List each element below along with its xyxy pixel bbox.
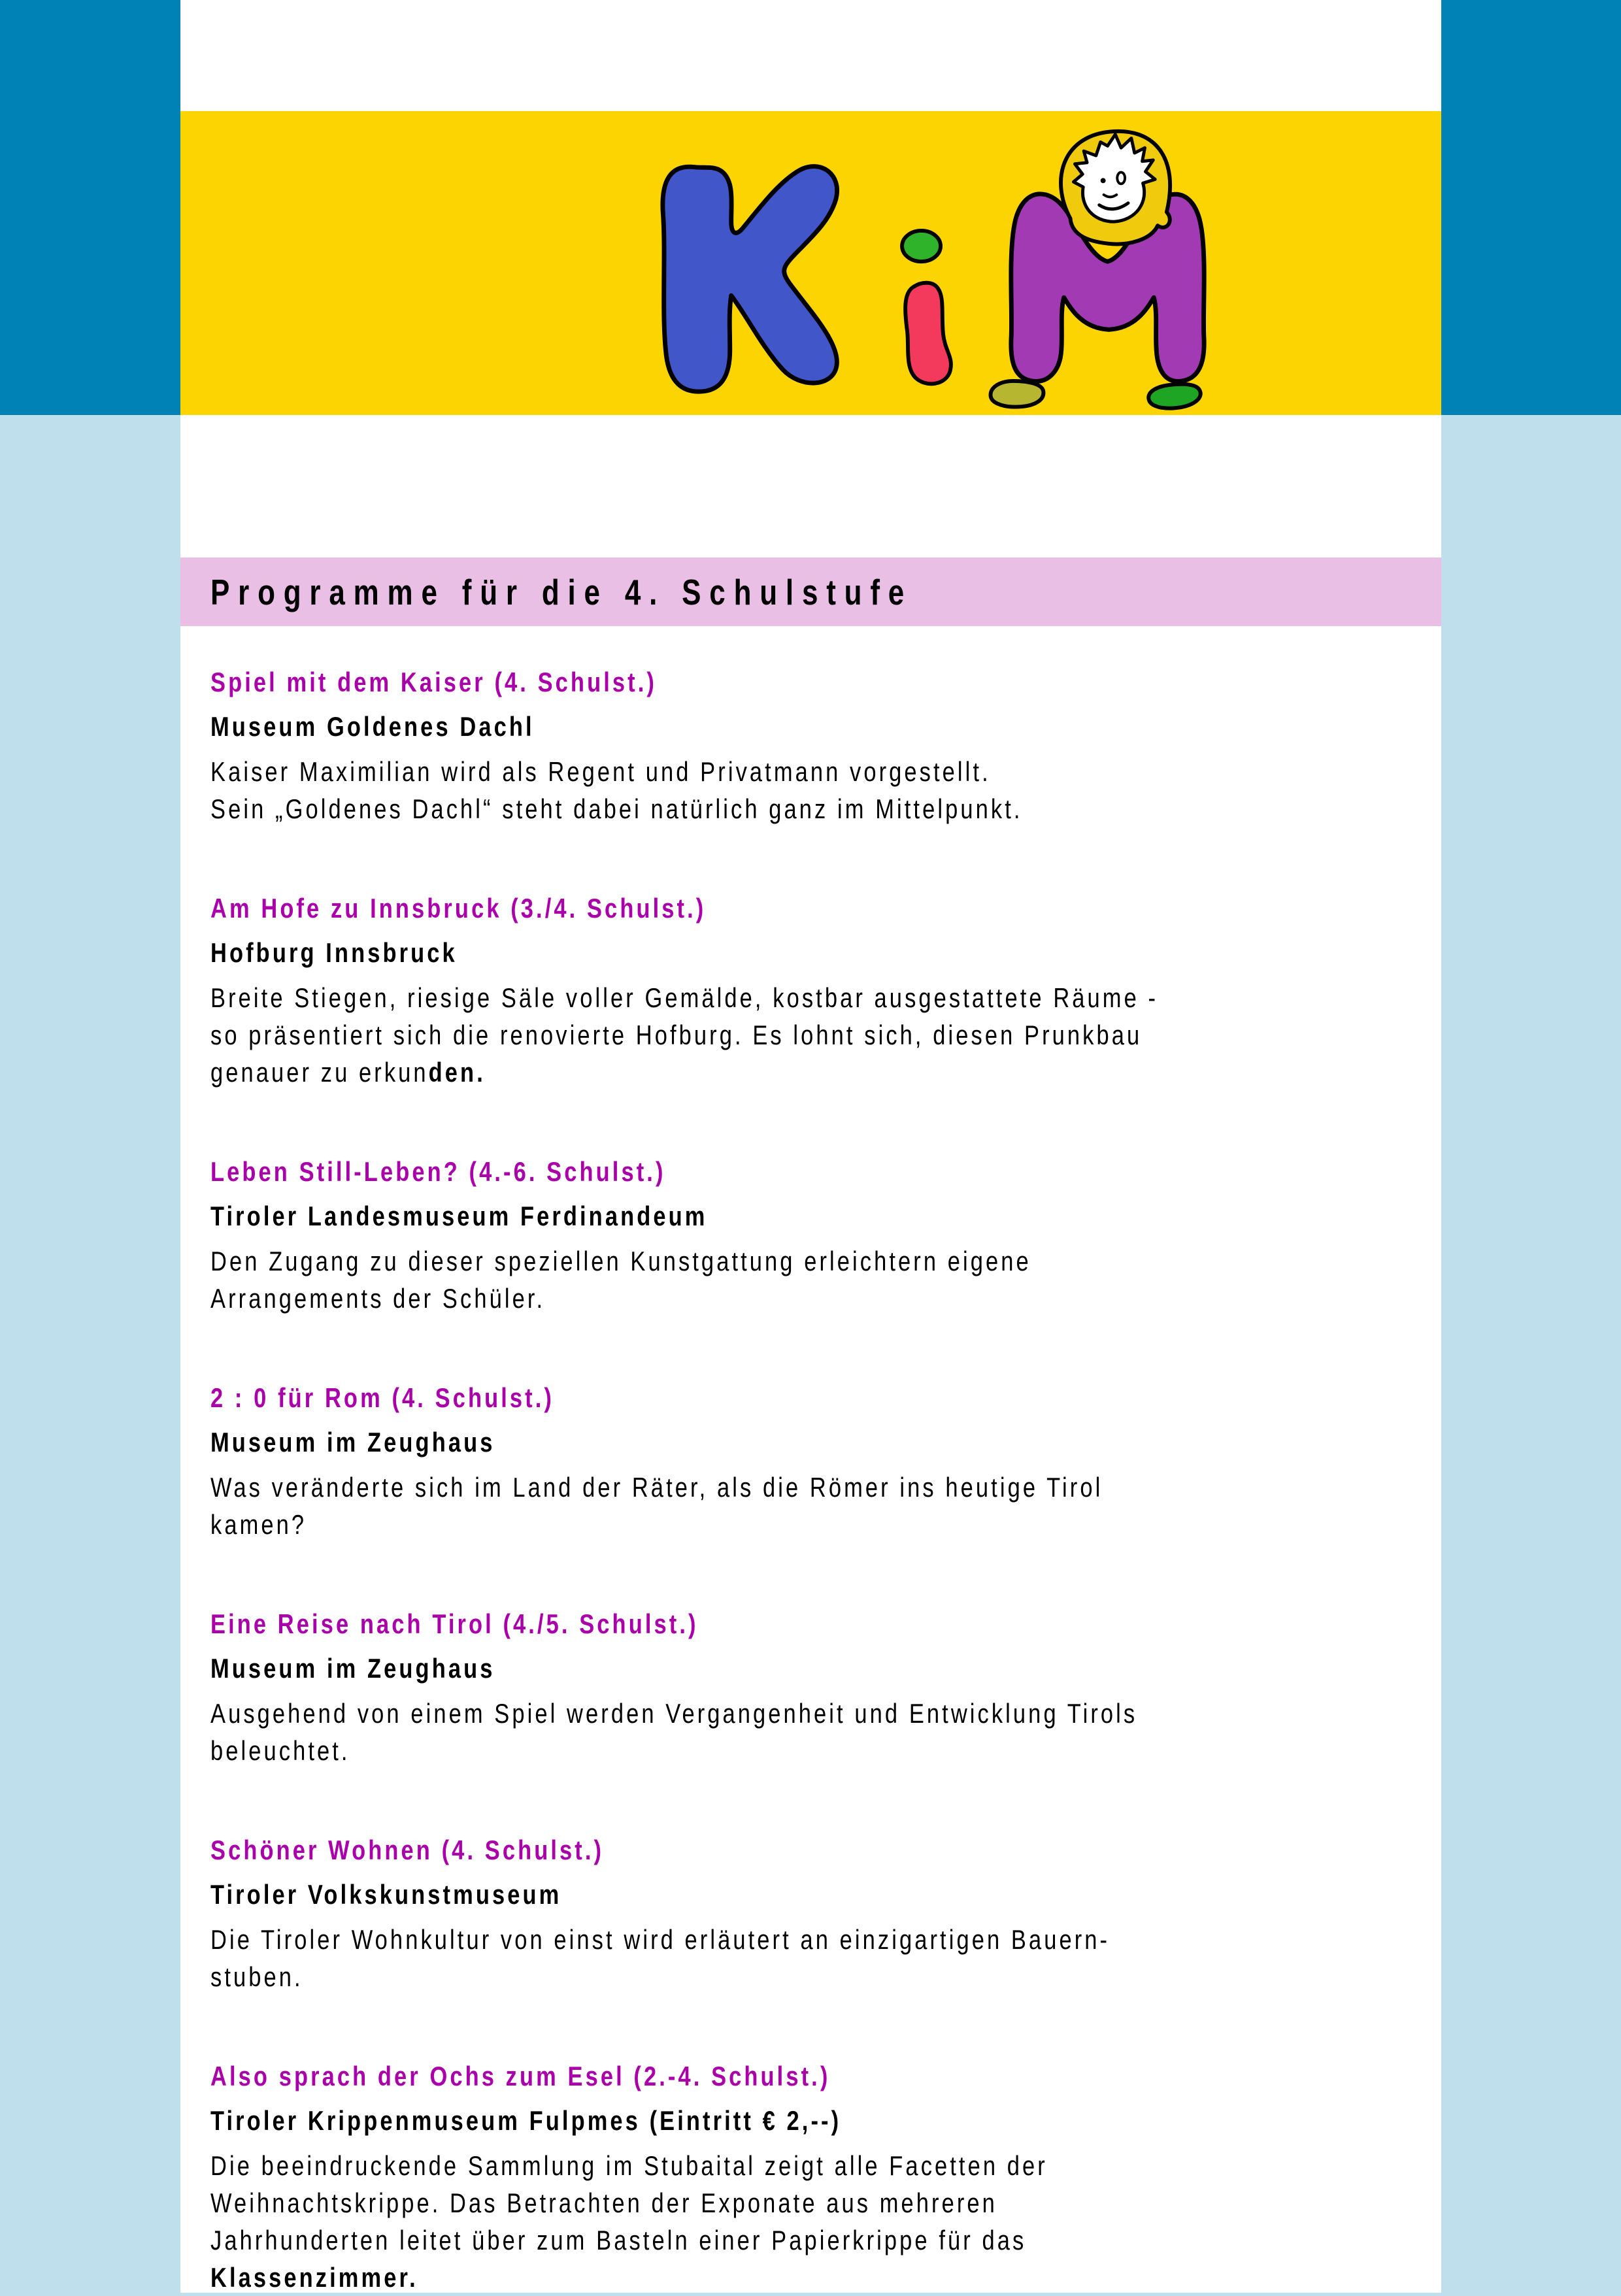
program-section bbox=[210, 1152, 1415, 1317]
body-line: Ausgehend von einem Spiel werden Vergangenheit und Entwicklung Tirols bbox=[210, 1698, 1138, 1729]
program-section bbox=[210, 2057, 1415, 2296]
body-line: Was veränderte sich im Land der Räter, als die Römer ins heutige Tirol bbox=[210, 1472, 1103, 1503]
program-section bbox=[210, 889, 1415, 1091]
section-heading: Spiel mit dem Kaiser (4. Schulst.) bbox=[210, 667, 657, 697]
program-section bbox=[210, 1831, 1415, 1995]
section-heading: Eine Reise nach Tirol (4./5. Schulst.) bbox=[210, 1608, 699, 1639]
section-heading: Am Hofe zu Innsbruck (3./4. Schulst.) bbox=[210, 893, 707, 923]
logo-right-shoe bbox=[1148, 384, 1201, 408]
title-bar bbox=[180, 557, 1441, 626]
header-left-blue-band bbox=[0, 0, 180, 415]
section-subtitle: Museum Goldenes Dachl bbox=[210, 711, 535, 742]
body-line: stuben. bbox=[210, 1961, 303, 1992]
section-heading: 2 : 0 für Rom (4. Schulst.) bbox=[210, 1382, 554, 1413]
program-list bbox=[180, 626, 1441, 2296]
program-section bbox=[210, 663, 1415, 827]
body-line: kamen? bbox=[210, 1509, 307, 1540]
section-subtitle: Museum im Zeughaus bbox=[210, 1427, 495, 1457]
logo-left-shoe bbox=[991, 381, 1044, 407]
section-heading: Also sprach der Ochs zum Esel (2.-4. Schulst.) bbox=[210, 2061, 831, 2091]
body-line: Kaiser Maximilian wird als Regent und Privatmann vorgestellt. bbox=[210, 756, 991, 787]
body-line: Die beeindruckende Sammlung im Stubaital zeigt alle Facetten der bbox=[210, 2150, 1048, 2181]
content-column bbox=[180, 415, 1441, 2293]
section-subtitle: Tiroler Krippenmuseum Fulpmes (Eintritt € 2,--) bbox=[210, 2105, 842, 2136]
program-section bbox=[210, 1378, 1415, 1543]
body-line: Breite Stiegen, riesige Säle voller Gemälde, kostbar ausgestattete Räume - bbox=[210, 982, 1159, 1013]
body-line: Sein „Goldenes Dachl“ steht dabei natürlich ganz im Mittelpunkt. bbox=[210, 793, 1023, 824]
body-line: beleuchtet. bbox=[210, 1735, 350, 1766]
body-line: Klassenzimmer. bbox=[210, 2262, 418, 2293]
logo-letter-i bbox=[905, 283, 951, 384]
kim-logo bbox=[609, 119, 1275, 414]
body-line: Jahrhunderten leitet über zum Basteln einer Papierkrippe für das bbox=[210, 2225, 1027, 2255]
section-heading: Schöner Wohnen (4. Schulst.) bbox=[210, 1835, 605, 1865]
yellow-banner bbox=[180, 111, 1441, 415]
body-line: Die Tiroler Wohnkultur von einst wird erläutert an einzigartigen Bauern- bbox=[210, 1924, 1111, 1955]
logo-figure-head bbox=[1061, 131, 1170, 244]
body-line: Arrangements der Schüler. bbox=[210, 1283, 546, 1314]
header-right-blue-band bbox=[1441, 0, 1621, 415]
program-section bbox=[210, 1605, 1415, 1769]
figure-eye-left bbox=[1101, 178, 1106, 183]
logo-letter-k bbox=[663, 167, 837, 392]
section-subtitle: Hofburg Innsbruck bbox=[210, 937, 458, 968]
section-subtitle: Tiroler Volkskunstmuseum bbox=[210, 1879, 562, 1910]
body-line: Den Zugang zu dieser speziellen Kunstgattung erleichtern eigene bbox=[210, 1246, 1031, 1276]
logo-i-dot bbox=[902, 231, 941, 261]
section-subtitle: Tiroler Landesmuseum Ferdinandeum bbox=[210, 1201, 708, 1231]
section-heading: Leben Still-Leben? (4.-6. Schulst.) bbox=[210, 1156, 666, 1187]
page-title: Programme für die 4. Schulstufe bbox=[210, 571, 913, 612]
header bbox=[180, 0, 1441, 415]
body-line: so präsentiert sich die renovierte Hofburg. Es lohnt sich, diesen Prunkbau bbox=[210, 1020, 1143, 1050]
body-line: genauer zu erkunden. bbox=[210, 1057, 486, 1088]
section-subtitle: Museum im Zeughaus bbox=[210, 1653, 495, 1684]
body-line: Weihnachtskrippe. Das Betrachten der Exponate aus mehreren bbox=[210, 2188, 997, 2218]
